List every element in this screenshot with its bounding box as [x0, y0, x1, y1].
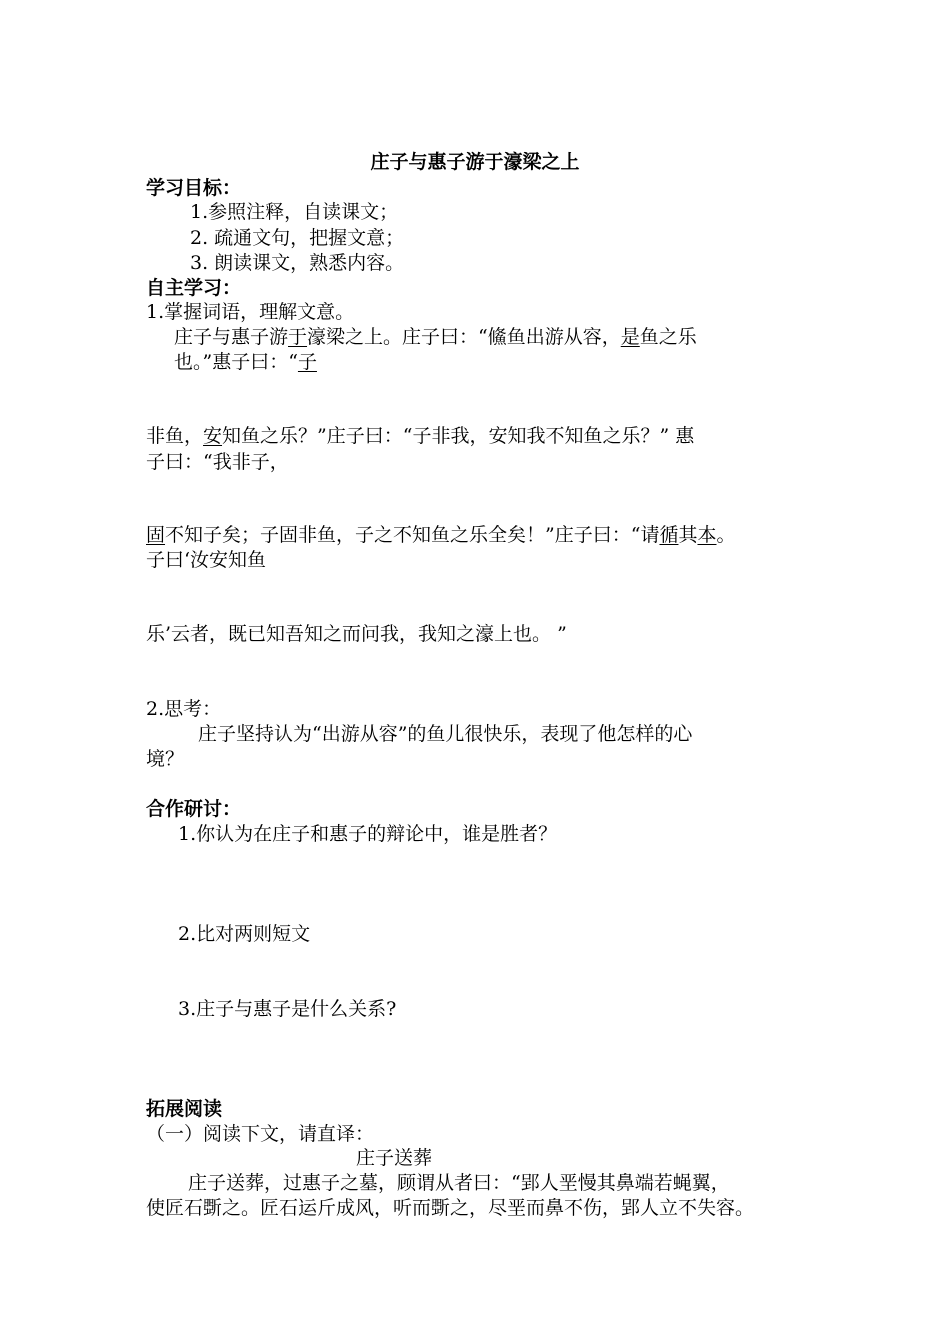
passage-line: 固不知子矣；子固非鱼，子之不知鱼之乐全矣！”庄子曰：“请循其本。 [146, 524, 736, 546]
passage-line: 子曰‘汝安知鱼 [146, 549, 267, 571]
passage-line: 子曰：“我非子， [146, 451, 289, 473]
question-text: 庄子坚持认为“出游从容”的鱼儿很快乐，表现了他怎样的心 [198, 723, 693, 745]
coop-question: 3.庄子与惠子是什么关系? [178, 998, 397, 1020]
underlined-word: 安 [203, 425, 223, 447]
underlined-word: 子 [297, 351, 317, 373]
document-title: 庄子与惠子游于濠梁之上 [370, 151, 580, 173]
extend-task: （一）阅读下文，请直译： [146, 1123, 375, 1145]
passage-line: 乐’云者，既已知吾知之而问我，我知之濠上也。 ” [146, 623, 567, 645]
extend-heading: 拓展阅读 [146, 1098, 223, 1120]
goal-item: 3. 朗读课文，熟悉内容。 [190, 252, 405, 274]
goals-heading: 学习目标： [146, 177, 242, 199]
task-2-label: 2.思考： [146, 698, 222, 720]
coop-question: 2.比对两则短文 [178, 923, 311, 945]
reading-subtitle: 庄子送葬 [356, 1147, 433, 1169]
self-study-heading: 自主学习： [146, 277, 242, 299]
reading-text: 庄子送葬，过惠子之墓，顾谓从者曰：“郢人垩慢其鼻端若蝇翼， [188, 1172, 730, 1194]
goal-item: 1.参照注释，自读课文； [190, 201, 399, 223]
underlined-word: 固 [146, 524, 166, 546]
coop-heading: 合作研讨： [146, 798, 242, 820]
reading-text: 使匠石斲之。匠石运斤成风，听而斲之，尽垩而鼻不伤，郢人立不失容。 [146, 1197, 755, 1219]
goal-item: 2. 疏通文句，把握文意； [190, 227, 405, 249]
underlined-word: 循 [659, 524, 679, 546]
passage-line: 也。”惠子曰：“子 [174, 351, 317, 373]
question-text: 境？ [146, 748, 185, 770]
underlined-word: 于 [288, 326, 308, 348]
task-1-label: 1.掌握词语，理解文意。 [146, 301, 355, 323]
passage-line: 非鱼，安知鱼之乐？”庄子曰：“子非我，安知我不知鱼之乐？” 惠 [146, 425, 695, 447]
underlined-word: 本 [697, 524, 717, 546]
coop-question: 1.你认为在庄子和惠子的辩论中，谁是胜者？ [178, 823, 558, 845]
underlined-word: 是 [620, 326, 640, 348]
passage-line: 庄子与惠子游于濠梁之上。庄子曰：“鯈鱼出游从容，是鱼之乐 [174, 326, 697, 348]
